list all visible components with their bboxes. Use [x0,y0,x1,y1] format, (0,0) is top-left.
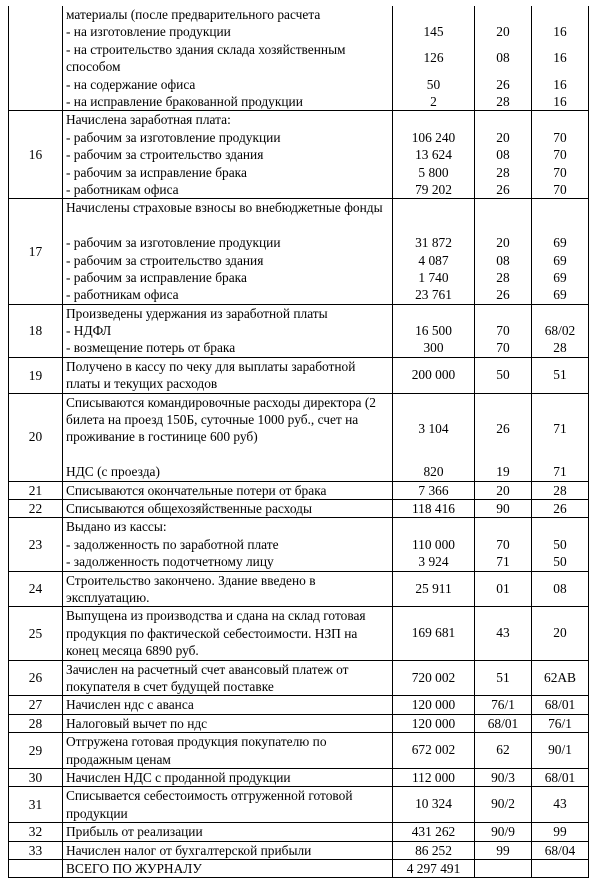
amount-value: 431 262 [411,824,456,840]
description-line: - рабочим за строительство здания [66,147,264,163]
row-number [9,500,63,518]
amount-cell [393,393,475,481]
row-number [9,199,63,304]
debit-account: 68/01 [487,715,519,731]
description-line: Выдано из кассы: [66,519,167,535]
debit-cell [475,787,532,823]
debit-cell [475,111,532,199]
operation-description [63,199,393,304]
credit-cell [532,696,589,714]
description-line: Получено в кассу по чеку для выплаты заработной платы и текущих расходов [66,358,356,392]
journal-row [9,304,589,357]
row-number-text: 17 [28,243,43,259]
amount-value: 720 002 [411,669,456,685]
debit-cell [475,199,532,304]
amount-value: 112 000 [411,770,456,785]
credit-account: 51 [553,366,567,382]
journal-row [9,607,589,660]
journal-row [9,714,589,732]
journal-row [9,660,589,696]
debit-account: 20 [496,129,510,145]
amount-value: 145 [423,24,444,40]
debit-account [475,518,531,535]
operation-description [63,518,393,571]
debit-account: 71 [496,554,510,570]
description-line: Прибыль от реализации [66,824,203,840]
description-line: Списываются общехозяйственные расходы [66,501,312,517]
amount-value: 16 500 [415,323,452,339]
credit-cell [532,823,589,841]
journal-row [9,823,589,841]
amount-value: 79 202 [415,181,452,197]
journal-row [9,481,589,499]
operation-description [63,6,393,111]
amount-cell [393,841,475,859]
operation-description [63,607,393,660]
credit-account: 70 [553,164,567,180]
operation-description [63,393,393,481]
amount-cell [393,571,475,607]
amount-cell [393,518,475,571]
journal-body [9,6,589,878]
debit-cell [475,841,532,859]
debit-account: 26 [496,287,510,303]
journal-row [9,199,589,304]
operation-description [63,304,393,357]
debit-account: 51 [496,669,510,685]
description-line: Выпущена из производства и сдана на склад готовая продукция по фактической себестоимости. НЗП на конец месяца 6890 руб. [66,608,366,659]
journal-table [8,6,589,878]
debit-account: 50 [496,366,510,382]
debit-account: 08 [496,147,510,163]
amount-value: 5 800 [418,164,449,180]
operation-description [63,714,393,732]
credit-account: 70 [553,147,567,163]
row-number [9,393,63,481]
credit-account: 16 [553,93,567,109]
amount-cell [393,111,475,199]
credit-account: 50 [553,536,567,552]
description-line: Начислены страховые взносы во внебюджетные фонды [66,200,383,216]
amount-value: 120 000 [411,715,456,731]
credit-account: 69 [553,252,567,268]
credit-account: 69 [553,269,567,285]
credit-account: 70 [553,129,567,145]
credit-account [532,199,588,234]
row-number [9,357,63,393]
description-line: материалы (после предварительного расчета [66,7,321,22]
debit-account: 90/3 [491,770,515,785]
amount-value: 13 624 [415,147,452,163]
row-number-text: 29 [28,742,43,758]
amount-value: 300 [423,340,444,356]
debit-cell [475,607,532,660]
amount-cell [393,696,475,714]
debit-cell [475,571,532,607]
row-number-text: 26 [28,670,43,686]
operation-description [63,860,393,878]
operation-description [63,769,393,787]
amount-cell [393,6,475,111]
amount-value: 23 761 [415,287,452,303]
debit-account: 19 [496,464,510,480]
amount-value: 200 000 [411,366,456,382]
journal-row [9,393,589,481]
credit-cell [532,660,589,696]
operation-description [63,787,393,823]
journal-row [9,696,589,714]
row-number-text: 19 [28,367,43,383]
credit-cell [532,841,589,859]
debit-account: 76/1 [491,697,515,713]
description-line: - работникам офиса [66,287,179,303]
debit-account: 43 [496,625,510,641]
credit-account: 16 [553,76,567,92]
journal-row [9,111,589,199]
row-number-text: 25 [28,625,43,641]
amount-value: 25 911 [415,580,452,596]
journal-row [9,571,589,607]
description-line: - на изготовление продукции [66,24,231,40]
debit-account: 28 [496,164,510,180]
debit-cell [475,500,532,518]
credit-account: 16 [553,24,567,40]
description-line: - на исправление бракованной продукции [66,93,303,109]
debit-account: 70 [496,323,510,339]
amount-cell [393,199,475,304]
row-number-text: 32 [28,824,43,840]
amount-value [393,199,474,234]
credit-account: 08 [553,580,567,596]
amount-value: 10 324 [415,796,452,812]
amount-cell [393,714,475,732]
row-number-text: 31 [28,797,43,813]
amount-value [393,111,474,128]
credit-cell [532,518,589,571]
description-line: ВСЕГО ПО ЖУРНАЛУ [66,861,202,877]
credit-account: 20 [553,625,567,641]
debit-cell [475,357,532,393]
credit-account: 28 [553,340,567,356]
description-line: - рабочим за исправление брака [66,269,247,285]
debit-cell [475,518,532,571]
amount-value: 86 252 [415,842,452,858]
credit-cell [532,393,589,481]
operation-description [63,733,393,769]
row-number [9,111,63,199]
debit-cell [475,714,532,732]
credit-account [532,111,588,128]
amount-value: 106 240 [411,129,456,145]
row-number [9,304,63,357]
credit-account: 26 [553,501,567,517]
amount-value: 3 104 [418,420,449,436]
debit-account [475,199,531,234]
debit-cell [475,696,532,714]
debit-account: 90 [496,501,510,517]
debit-account [475,6,531,23]
debit-account: 70 [496,536,510,552]
amount-value: 3 924 [418,554,449,570]
row-number [9,733,63,769]
debit-account: 90/2 [491,796,515,812]
description-line: Начислена заработная плата: [66,112,231,128]
description-line: - рабочим за изготовление продукции [66,129,281,145]
credit-cell [532,571,589,607]
credit-account: 28 [553,482,567,498]
credit-account: 68/01 [544,770,576,785]
amount-cell [393,607,475,660]
amount-value: 118 416 [411,501,456,517]
credit-account: 69 [553,287,567,303]
debit-account: 20 [496,235,510,251]
row-number [9,841,63,859]
credit-account: 68/01 [544,697,576,713]
amount-value: 50 [426,76,441,92]
credit-account: 99 [553,824,567,840]
credit-cell [532,787,589,823]
amount-value: 126 [423,49,444,65]
debit-account: 62 [496,742,510,758]
debit-cell [475,6,532,111]
credit-cell [532,769,589,787]
description-line: - рабочим за изготовление продукции [66,235,281,251]
description-line: - рабочим за исправление брака [66,164,247,180]
debit-cell [475,393,532,481]
amount-value: 120 000 [411,697,456,713]
debit-account: 26 [496,420,510,436]
operation-description [63,500,393,518]
operation-description [63,823,393,841]
debit-account [475,305,531,322]
debit-account: 28 [496,269,510,285]
row-number-text: 21 [28,482,43,498]
credit-account: 62АВ [544,669,576,685]
row-number-text: 20 [28,429,43,445]
credit-account: 68/04 [544,842,576,858]
operation-description [63,660,393,696]
amount-value: 820 [423,464,444,480]
credit-account: 76/1 [548,715,572,731]
amount-value [393,6,474,23]
description-line: Списываются командировочные расходы директора (2 билета на проезд 150Б, суточные 1000 руб., счет на проживание в гостинице 600 руб) [66,394,376,445]
debit-account: 28 [496,93,510,109]
journal-row [9,733,589,769]
debit-account: 08 [496,49,510,65]
debit-account: 99 [496,842,510,858]
description-line: Списывается себестоимость отгруженной готовой продукции [66,788,353,821]
amount-cell [393,660,475,696]
credit-account [532,6,588,23]
description-line: Произведены удержания из заработной платы [66,305,328,321]
operation-description [63,481,393,499]
credit-account: 16 [553,49,567,65]
row-number-text: 33 [28,842,43,858]
debit-cell [475,660,532,696]
row-number [9,6,63,111]
operation-description [63,841,393,859]
debit-account: 08 [496,252,510,268]
debit-cell [475,823,532,841]
operation-description [63,571,393,607]
credit-cell [532,199,589,304]
journal-row [9,860,589,878]
debit-account [475,111,531,128]
credit-cell [532,111,589,199]
amount-value: 4 297 491 [406,861,461,877]
amount-value: 7 366 [418,482,449,498]
description-line: - возмещение потерь от брака [66,340,236,356]
description-line: Начислен ндс с аванса [66,697,194,713]
row-number-text: 28 [28,715,43,731]
credit-cell [532,733,589,769]
credit-account [532,518,588,535]
row-number [9,696,63,714]
credit-account: 70 [553,181,567,197]
row-number [9,518,63,571]
credit-account: 68/02 [544,323,576,339]
debit-account: 01 [496,580,510,596]
row-number [9,823,63,841]
debit-account: 70 [496,340,510,356]
description-line: НДС (с проезда) [66,464,160,480]
credit-account [532,305,588,322]
debit-account: 26 [496,76,510,92]
debit-cell [475,481,532,499]
row-number [9,607,63,660]
credit-account: 71 [553,464,567,480]
row-number-text: 18 [28,323,43,339]
row-number [9,660,63,696]
credit-cell [532,607,589,660]
operation-description [63,696,393,714]
row-number [9,481,63,499]
row-number [9,860,63,878]
description-line: - на содержание офиса [66,76,196,92]
description-line: Отгружена готовая продукция покупателю по продажным ценам [66,734,327,767]
journal-row [9,6,589,111]
credit-account: 90/1 [548,742,572,758]
debit-cell [475,860,532,878]
amount-value: 2 [430,93,437,109]
amount-cell [393,787,475,823]
credit-cell [532,357,589,393]
credit-account: 43 [553,796,567,812]
amount-cell [393,357,475,393]
credit-account: 69 [553,235,567,251]
amount-cell [393,823,475,841]
debit-account: 26 [496,181,510,197]
credit-cell [532,500,589,518]
amount-cell [393,860,475,878]
amount-value: 672 002 [411,742,456,758]
journal-row [9,518,589,571]
description-line: - работникам офиса [66,181,179,197]
credit-cell [532,714,589,732]
debit-cell [475,769,532,787]
description-line: Строительство закончено. Здание введено в эксплуатацию. [66,572,316,606]
amount-cell [393,769,475,787]
credit-cell [532,304,589,357]
credit-account: 71 [553,420,567,436]
amount-value [393,305,474,322]
description-line: - задолженность подотчетному лицу [66,554,274,570]
amount-cell [393,733,475,769]
description-line: Налоговый вычет по ндс [66,715,208,731]
amount-value: 110 000 [411,536,456,552]
row-number [9,787,63,823]
operation-description [63,357,393,393]
row-number-text: 27 [28,697,43,713]
credit-cell [532,481,589,499]
amount-value: 1 740 [418,269,449,285]
amount-cell [393,304,475,357]
amount-cell [393,500,475,518]
description-line: Зачислен на расчетный счет авансовый платеж от покупателя в счет будущей поставке [66,661,349,694]
journal-row [9,787,589,823]
row-number-text: 24 [28,581,43,597]
description-line: - задолженность по заработной плате [66,536,279,552]
operation-description [63,111,393,199]
description-line: Списываются окончательные потери от брака [66,482,327,498]
row-number-text: 30 [28,770,43,785]
debit-cell [475,733,532,769]
journal-row [9,841,589,859]
amount-value: 31 872 [415,235,452,251]
credit-cell [532,860,589,878]
description-line: Начислен НДС с проданной продукции [66,770,291,785]
journal-row [9,500,589,518]
debit-account: 20 [496,482,510,498]
row-number-text: 16 [28,147,43,163]
debit-account: 90/9 [491,824,515,840]
amount-cell [393,481,475,499]
description-line: - на строительство здания склада хозяйственным способом [66,41,346,75]
credit-account: 50 [553,554,567,570]
journal-row [9,357,589,393]
amount-value [393,518,474,535]
description-line: - НДФЛ [66,323,112,339]
amount-value: 4 087 [418,252,449,268]
debit-account: 20 [496,24,510,40]
row-number [9,571,63,607]
row-number-text: 23 [28,536,43,552]
row-number [9,769,63,787]
credit-cell [532,6,589,111]
description-line: Начислен налог от бухгалтерской прибыли [66,842,312,858]
amount-value: 169 681 [411,625,456,641]
journal-row [9,769,589,787]
row-number-text: 22 [28,501,43,517]
row-number [9,714,63,732]
debit-cell [475,304,532,357]
description-line: - рабочим за строительство здания [66,252,264,268]
